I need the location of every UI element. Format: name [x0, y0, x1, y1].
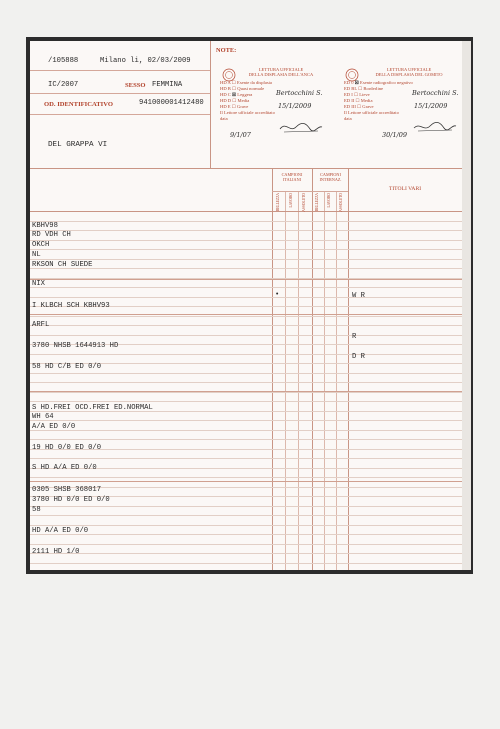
handwritten-extra: 9/1/07 [230, 131, 251, 139]
header-campioni-internaz: CAMPIONI INTERNAZ. [319, 172, 342, 182]
place-date: Milano li, 02/03/2009 [100, 57, 191, 65]
stamp-right-title-2: DELLA DISPLASIA DEL GOMITO [375, 72, 443, 77]
note-label: NOTE: [216, 47, 237, 54]
row-code: HD E [220, 104, 231, 109]
cod-value: 941000001412480 [139, 99, 204, 107]
pedigree-line: 0305 SHSB 368017 [32, 486, 102, 494]
sub-header: ASSOLUTO [302, 193, 306, 212]
reg-number: IC/2007 [48, 81, 79, 89]
handwritten-date: 15/1/2009 [414, 102, 448, 110]
pedigree-line: S HD A/A ED 0/0 [32, 464, 97, 472]
sub-header: LAVORO [327, 193, 331, 208]
pedigree-line: WH 64 [32, 413, 54, 421]
pedigree-line: I KLBCH SCH KBHV93 [32, 302, 110, 310]
pedigree-line: S HD.FREI OCD.FREI ED.NORMAL [32, 404, 153, 412]
stamp-left-title-1: LETTURA UFFICIALE [258, 67, 304, 72]
row-code: ED BL [344, 86, 357, 91]
titolo-mark: W R [352, 292, 365, 300]
sesso-value: FEMMINA [152, 81, 183, 89]
row-code: HD D [220, 98, 232, 103]
row-code: HD C [220, 92, 231, 97]
sub-header: ASSOLUTO [339, 193, 343, 212]
row-text: Leggera [237, 92, 253, 97]
row-text: Borderline [363, 86, 384, 91]
row-code: ED I [344, 92, 353, 97]
ref-number: /105888 [48, 57, 79, 65]
sesso-label: SESSO [125, 82, 146, 89]
sub-header: BELLEZZA [315, 193, 319, 212]
stamp-elbow-dysplasia: LETTURA UFFICIALE DELLA DISPLASIA DEL GOMITO ED 0 ☒ Esente radiografico negativo ED BL ☐ Borderline ED I ☐ Lieve ED II ☐ Media ED III ☐ Grave Il Lettore ufficiale accreditato data Bertocchini S. 15/1/2009 30/1/09 [344, 67, 459, 139]
pedigree-line: KBHV98 [32, 222, 58, 230]
row-text: Grave [362, 104, 374, 109]
checkmark-icon: ☒ [232, 92, 237, 97]
row-text: Esente radiografico negativo [360, 80, 413, 85]
row-code: HD A [220, 80, 231, 85]
pedigree-line: 2111 HD 1/0 [32, 548, 80, 556]
row-code: ED II [344, 98, 355, 103]
handwritten-extra: 30/1/09 [382, 131, 408, 139]
titolo-mark: R [352, 333, 357, 341]
row-text: Grave [237, 104, 249, 109]
cod-label: OD. IDENTIFICATIVO [44, 101, 113, 108]
sub-header: LAVORO [289, 193, 293, 208]
stamp-hip-dysplasia: LETTURA UFFICIALE DELLA DISPLASIA DELL'ANCA HD A ☐ Esente da displasia HD B ☐ Quasi normale HD C ☒ Leggera HD D ☐ Media HD E ☐ Grave Il Lettore ufficiale accreditato data Bertocchini S. 15/1/2009 9/1/07 [218, 67, 330, 141]
pedigree-line: 19 HD 0/0 ED 0/0 [32, 444, 102, 452]
stamp-left-title-2: DELLA DISPLASIA DELL'ANCA [248, 72, 314, 77]
row-code: ED 0 [344, 80, 354, 85]
pedigree-line: OKCH [32, 241, 50, 249]
pedigree-document [30, 41, 462, 570]
pedigree-line: 58 HD C/B ED 0/0 [32, 363, 102, 371]
pedigree-line: 3780 HD 0/0 ED 0/0 [32, 496, 110, 504]
stamp-footer-date: data [220, 116, 228, 121]
handwritten-date: 15/1/2009 [278, 102, 312, 110]
row-text: Quasi normale [237, 86, 265, 91]
paper-edge [462, 41, 471, 570]
stamp-footer-date: data [344, 116, 352, 121]
stamp-footer: Il Lettore ufficiale accreditato [220, 110, 275, 115]
champion-dot: • [275, 291, 280, 299]
pedigree-line: A/A ED 0/0 [32, 423, 76, 431]
header-titoli-vari: TITOLI VARI [388, 186, 422, 192]
row-text: Lieve [359, 92, 370, 97]
pedigree-line: 58 [32, 506, 41, 514]
pedigree-line: RKSON CH SUEDE [32, 261, 93, 269]
pedigree-line: RD VDH CH [32, 231, 71, 239]
sub-header: BELLEZZA [276, 193, 280, 212]
handwritten-name: Bertocchini S. [276, 89, 323, 97]
pedigree-line: NIX [32, 280, 45, 288]
pedigree-line: NL [32, 251, 41, 259]
row-text: Media [360, 98, 373, 103]
row-text: Media [237, 98, 250, 103]
signature-icon [278, 119, 324, 135]
pedigree-line: 3780 NHSB 1644913 HD [32, 342, 119, 350]
row-code: ED III [344, 104, 356, 109]
pedigree-line: ARFL [32, 321, 50, 329]
checkmark-icon: ☒ [354, 80, 359, 85]
row-text: Esente da displasia [237, 80, 272, 85]
stamp-footer: Il Lettore ufficiale accreditato [344, 110, 399, 115]
signature-icon [412, 119, 458, 135]
titolo-mark: D R [352, 353, 365, 361]
header-campioni-italiani: CAMPIONI ITALIANI [281, 172, 303, 182]
affisso: DEL GRAPPA VI [48, 141, 108, 149]
stamp-right-title-1: LETTURA UFFICIALE [386, 67, 432, 72]
handwritten-name: Bertocchini S. [412, 89, 459, 97]
row-code: HD B [220, 86, 231, 91]
pedigree-line: HD A/A ED 0/0 [32, 527, 89, 535]
